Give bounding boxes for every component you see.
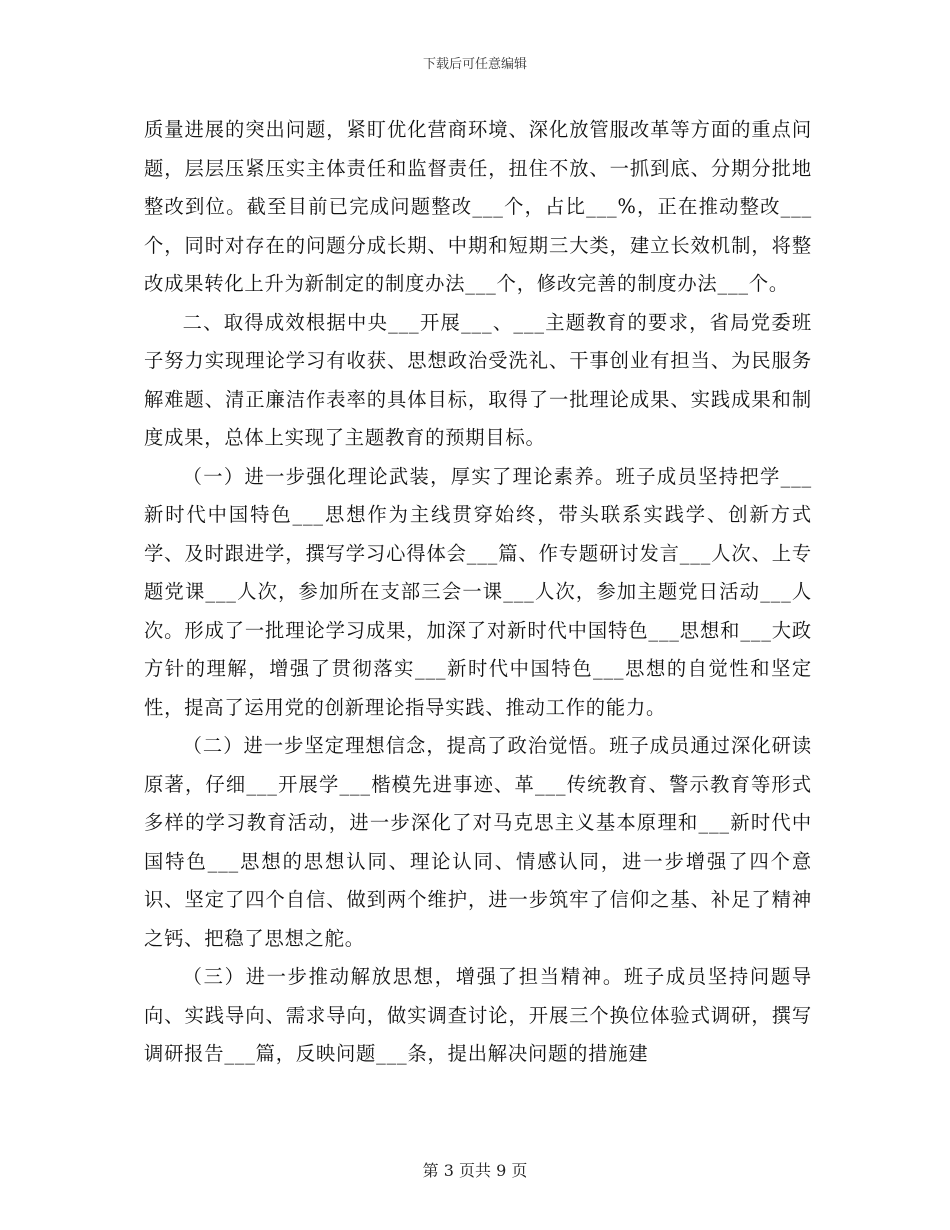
page-header: 下载后可任意编辑: [422, 57, 527, 72]
paragraph-section-two: 二、取得成效根据中央___开展___、___主题教育的要求，省局党委班子努力实现理论学习有收获、思想政治受洗礼、干事创业有担当、为民服务解难题、清正廉洁作表率的具体目标，取得了一批理论成果、实践成果和制度成果，总体上实现了主题教育的预期目标。: [144, 310, 812, 449]
document-body: [144, 111, 812, 1074]
paragraph-item-two: （二）进一步坚定理想信念，提高了政治觉悟。班子成员通过深化研读原著，仔细___开展学___楷模先进事迹、革___传统教育、警示教育等形式多样的学习教育活动，进一步深化了对马克思主义基本原理和___新时代中国特色___思想的思想认同、理论认同、情感认同，进一步增强了四个意识、坚定了四个自信、做到两个维护，进一步筑牢了信仰之基、补足了精神之钙、把稳了思想之舵。: [144, 734, 812, 950]
paragraph-item-one: （一）进一步强化理论武装，厚实了理论素养。班子成员坚持把学___新时代中国特色___思想作为主线贯穿始终，带头联系实践学、创新方式学、及时跟进学，撰写学习心得体会___篇、作专题研讨发言___人次、上专题党课___人次，参加所在支部三会一课___人次，参加主题党日活动___人次。形成了一批理论学习成果，加深了对新时代中国特色___思想和___大政方针的理解，增强了贯彻落实___新时代中国特色___思想的自觉性和坚定性，提高了运用党的创新理论指导实践、推动工作的能力。: [144, 464, 812, 719]
page-number-footer: 第 3 页共 9 页: [422, 1161, 528, 1180]
paragraph-continuation: 质量进展的突出问题，紧盯优化营商环境、深化放管服改革等方面的重点问题，层层压紧压实主体责任和监督责任，扭住不放、一抓到底、分期分批地整改到位。截至目前已完成问题整改___个，占比___%，正在推动整改___个，同时对存在的问题分成长期、中期和短期三大类，建立长效机制，将整改成果转化上升为新制定的制度办法___个，修改完善的制度办法___个。: [144, 118, 812, 295]
paragraph-item-three: （三）进一步推动解放思想，增强了担当精神。班子成员坚持问题导向、实践导向、需求导向，做实调查讨论，开展三个换位体验式调研，撰写调研报告___篇，反映问题___条，提出解决问题的措施建: [144, 965, 812, 1065]
